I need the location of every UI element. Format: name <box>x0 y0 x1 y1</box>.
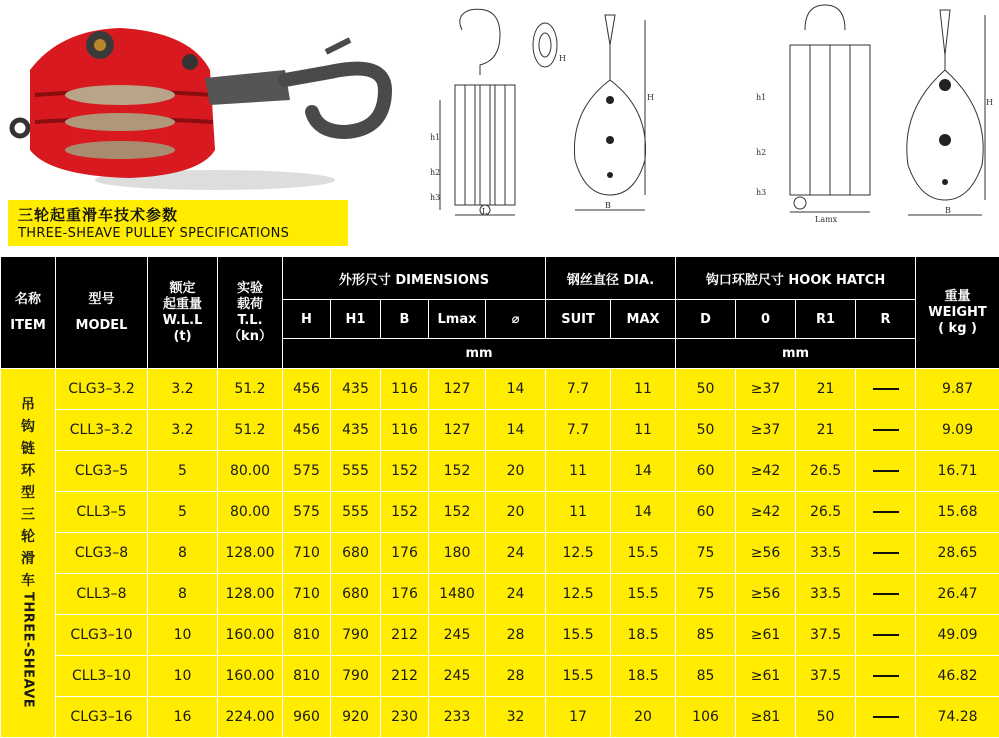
cell-b: 152 <box>381 492 429 533</box>
cell-o: ≥56 <box>736 533 796 574</box>
cell-suit: 15.5 <box>546 656 611 697</box>
unit-mm-dimensions: mm <box>283 339 676 369</box>
drawing-label-h3: h3 <box>430 193 440 202</box>
cell-h1: 680 <box>331 533 381 574</box>
cell-r-dash <box>856 697 916 738</box>
cell-h: 960 <box>283 697 331 738</box>
cell-dia: 24 <box>486 574 546 615</box>
unit-mm-hook: mm <box>676 339 916 369</box>
cell-suit: 11 <box>546 492 611 533</box>
cell-model: CLG3–8 <box>56 533 148 574</box>
technical-drawing-profile <box>900 0 995 225</box>
cell-h1: 555 <box>331 451 381 492</box>
cell-r-dash <box>856 410 916 451</box>
dash-mark <box>873 634 899 636</box>
cell-max: 15.5 <box>611 533 676 574</box>
cell-d: 106 <box>676 697 736 738</box>
subheader-h: H <box>283 300 331 339</box>
item-label-char: 滑 <box>1 548 55 570</box>
cell-h: 710 <box>283 533 331 574</box>
cell-tl: 128.00 <box>218 574 283 615</box>
cell-tl: 128.00 <box>218 533 283 574</box>
subheader-b: B <box>381 300 429 339</box>
cell-tl: 80.00 <box>218 451 283 492</box>
cell-h: 575 <box>283 492 331 533</box>
drawing-label-l: L <box>482 207 488 216</box>
cell-r1: 33.5 <box>796 574 856 615</box>
cell-h1: 435 <box>331 369 381 410</box>
item-label-char: 吊 <box>1 394 55 416</box>
cell-h: 810 <box>283 656 331 697</box>
table-row <box>1 697 999 738</box>
cell-max: 11 <box>611 410 676 451</box>
cell-h1: 920 <box>331 697 381 738</box>
cell-h1: 555 <box>331 492 381 533</box>
cell-model: CLG3–10 <box>56 615 148 656</box>
subheader-o: 0 <box>736 300 796 339</box>
cell-h1: 435 <box>331 410 381 451</box>
dash-mark <box>873 593 899 595</box>
cell-model: CLG3–3.2 <box>56 369 148 410</box>
cell-suit: 7.7 <box>546 410 611 451</box>
cell-max: 18.5 <box>611 656 676 697</box>
cell-lmax: 233 <box>429 697 486 738</box>
cell-b: 152 <box>381 451 429 492</box>
table-row <box>1 451 999 492</box>
drawing2-label-b: B <box>605 201 611 210</box>
title-chinese: 三轮起重滑车技术参数 <box>18 204 178 225</box>
cell-b: 212 <box>381 615 429 656</box>
cell-model: CLG3–16 <box>56 697 148 738</box>
subheader-d: D <box>676 300 736 339</box>
cell-d: 50 <box>676 410 736 451</box>
cell-r-dash <box>856 615 916 656</box>
cell-weight: 16.71 <box>916 451 999 492</box>
cell-o: ≥56 <box>736 574 796 615</box>
cell-weight: 26.47 <box>916 574 999 615</box>
cell-r1: 33.5 <box>796 533 856 574</box>
cell-wll: 8 <box>148 574 218 615</box>
cell-lmax: 152 <box>429 492 486 533</box>
cell-r1: 21 <box>796 410 856 451</box>
header-tl: 实验 载荷 T.L. （kn） <box>218 257 283 369</box>
cell-lmax: 245 <box>429 615 486 656</box>
cell-weight: 9.87 <box>916 369 999 410</box>
cell-dia: 20 <box>486 451 546 492</box>
cell-weight: 49.09 <box>916 615 999 656</box>
cell-wll: 10 <box>148 615 218 656</box>
title-english: THREE-SHEAVE PULLEY SPECIFICATIONS <box>18 226 289 241</box>
cell-r1: 37.5 <box>796 656 856 697</box>
cell-b: 176 <box>381 574 429 615</box>
item-label-char: 型 <box>1 482 55 504</box>
cell-h1: 790 <box>331 656 381 697</box>
cell-wll: 3.2 <box>148 410 218 451</box>
cell-h: 710 <box>283 574 331 615</box>
cell-dia: 14 <box>486 410 546 451</box>
cell-h1: 680 <box>331 574 381 615</box>
cell-wll: 5 <box>148 451 218 492</box>
dash-mark <box>873 388 899 390</box>
cell-o: ≥42 <box>736 451 796 492</box>
spec-table <box>0 256 999 738</box>
cell-r1: 37.5 <box>796 615 856 656</box>
cell-r-dash <box>856 451 916 492</box>
header-area <box>0 0 999 256</box>
technical-drawing-side <box>565 0 655 220</box>
cell-tl: 51.2 <box>218 369 283 410</box>
item-label-char: 钩 <box>1 416 55 438</box>
cell-h1: 790 <box>331 615 381 656</box>
cell-r1: 26.5 <box>796 492 856 533</box>
cell-dia: 20 <box>486 492 546 533</box>
cell-lmax: 245 <box>429 656 486 697</box>
cell-model: CLL3–8 <box>56 574 148 615</box>
pulley-photo <box>0 0 400 200</box>
cell-d: 50 <box>676 369 736 410</box>
table-row <box>1 574 999 615</box>
cell-suit: 15.5 <box>546 615 611 656</box>
header-wll: 额定 起重量 W.L.L (t) <box>148 257 218 369</box>
cell-lmax: 180 <box>429 533 486 574</box>
cell-d: 60 <box>676 492 736 533</box>
cell-dia: 14 <box>486 369 546 410</box>
cell-model: CLL3–5 <box>56 492 148 533</box>
cell-d: 75 <box>676 533 736 574</box>
item-label-char: 车 <box>1 570 55 592</box>
cell-model: CLG3–5 <box>56 451 148 492</box>
cell-lmax: 127 <box>429 410 486 451</box>
cell-suit: 12.5 <box>546 533 611 574</box>
cell-b: 176 <box>381 533 429 574</box>
cell-tl: 51.2 <box>218 410 283 451</box>
table-row <box>1 410 999 451</box>
cell-h: 456 <box>283 369 331 410</box>
cell-dia: 24 <box>486 533 546 574</box>
cell-max: 18.5 <box>611 615 676 656</box>
cell-o: ≥61 <box>736 656 796 697</box>
dash-mark <box>873 675 899 677</box>
cell-d: 85 <box>676 656 736 697</box>
table-row <box>1 656 999 697</box>
cell-lmax: 152 <box>429 451 486 492</box>
header-hook-hatch: 钩口环腔尺寸 HOOK HATCH <box>676 257 916 300</box>
cell-max: 15.5 <box>611 574 676 615</box>
cell-suit: 7.7 <box>546 369 611 410</box>
technical-drawing-section <box>750 0 890 225</box>
cell-max: 14 <box>611 492 676 533</box>
cell-wll: 8 <box>148 533 218 574</box>
cell-max: 11 <box>611 369 676 410</box>
cell-lmax: 127 <box>429 369 486 410</box>
cell-suit: 12.5 <box>546 574 611 615</box>
cell-r-dash <box>856 533 916 574</box>
item-label-char: 轮 <box>1 526 55 548</box>
header-wire-dia: 钢丝直径 DIA. <box>546 257 676 300</box>
cell-o: ≥37 <box>736 369 796 410</box>
cell-weight: 9.09 <box>916 410 999 451</box>
cell-weight: 28.65 <box>916 533 999 574</box>
dash-mark <box>873 470 899 472</box>
drawing2-label-h: H <box>647 93 654 102</box>
cell-weight: 46.82 <box>916 656 999 697</box>
cell-b: 116 <box>381 369 429 410</box>
drawing3-label-lamx: Lamx <box>815 215 838 224</box>
technical-drawing-front <box>420 0 540 220</box>
drawing-label-h2: h2 <box>430 168 440 177</box>
cell-tl: 160.00 <box>218 656 283 697</box>
cell-tl: 80.00 <box>218 492 283 533</box>
cell-wll: 5 <box>148 492 218 533</box>
drawing-label-h: H <box>559 54 566 63</box>
drawing3-label-h1: h1 <box>756 93 766 102</box>
cell-o: ≥37 <box>736 410 796 451</box>
cell-r-dash <box>856 574 916 615</box>
cell-suit: 11 <box>546 451 611 492</box>
cell-tl: 160.00 <box>218 615 283 656</box>
dash-mark <box>873 552 899 554</box>
subheader-lmax: Lmax <box>429 300 486 339</box>
cell-wll: 3.2 <box>148 369 218 410</box>
item-label-en: THREE-SHEAVE <box>21 592 36 708</box>
cell-model: CLL3–3.2 <box>56 410 148 451</box>
item-label-char: 三 <box>1 504 55 526</box>
cell-weight: 74.28 <box>916 697 999 738</box>
subheader-suit: SUIT <box>546 300 611 339</box>
table-row <box>1 492 999 533</box>
cell-suit: 17 <box>546 697 611 738</box>
cell-lmax: 1480 <box>429 574 486 615</box>
header-weight: 重量 WEIGHT ( kg ) <box>916 257 999 369</box>
subheader-max: MAX <box>611 300 676 339</box>
cell-tl: 224.00 <box>218 697 283 738</box>
cell-dia: 28 <box>486 656 546 697</box>
table-row <box>1 369 999 410</box>
cell-d: 75 <box>676 574 736 615</box>
header-dimensions: 外形尺寸 DIMENSIONS <box>283 257 546 300</box>
cell-r1: 50 <box>796 697 856 738</box>
drawing3-label-h2: h2 <box>756 148 766 157</box>
table-row <box>1 533 999 574</box>
table-row <box>1 615 999 656</box>
cell-h: 810 <box>283 615 331 656</box>
cell-o: ≥61 <box>736 615 796 656</box>
drawing4-label-b: B <box>945 206 951 215</box>
drawing4-label-h: H <box>986 98 993 107</box>
item-label-char: 链 <box>1 438 55 460</box>
cell-b: 212 <box>381 656 429 697</box>
cell-weight: 15.68 <box>916 492 999 533</box>
cell-r-dash <box>856 369 916 410</box>
cell-dia: 28 <box>486 615 546 656</box>
cell-wll: 10 <box>148 656 218 697</box>
cell-dia: 32 <box>486 697 546 738</box>
item-label-cell <box>1 369 56 738</box>
drawing-label-h1: h1 <box>430 133 440 142</box>
cell-b: 116 <box>381 410 429 451</box>
cell-r-dash <box>856 656 916 697</box>
subheader-diameter: ⌀ <box>486 300 546 339</box>
cell-r-dash <box>856 492 916 533</box>
subheader-r1: R1 <box>796 300 856 339</box>
subheader-h1: H1 <box>331 300 381 339</box>
cell-o: ≥81 <box>736 697 796 738</box>
cell-b: 230 <box>381 697 429 738</box>
cell-r1: 26.5 <box>796 451 856 492</box>
cell-model: CLL3–10 <box>56 656 148 697</box>
dash-mark <box>873 511 899 513</box>
cell-max: 20 <box>611 697 676 738</box>
dash-mark <box>873 429 899 431</box>
drawing3-label-h3: h3 <box>756 188 766 197</box>
dash-mark <box>873 716 899 718</box>
cell-d: 60 <box>676 451 736 492</box>
header-model: 型号 MODEL <box>56 257 148 369</box>
cell-h: 575 <box>283 451 331 492</box>
cell-h: 456 <box>283 410 331 451</box>
item-label-char: 环 <box>1 460 55 482</box>
cell-d: 85 <box>676 615 736 656</box>
cell-r1: 21 <box>796 369 856 410</box>
cell-o: ≥42 <box>736 492 796 533</box>
cell-wll: 16 <box>148 697 218 738</box>
cell-max: 14 <box>611 451 676 492</box>
subheader-r: R <box>856 300 916 339</box>
header-item: 名称 ITEM <box>1 257 56 369</box>
